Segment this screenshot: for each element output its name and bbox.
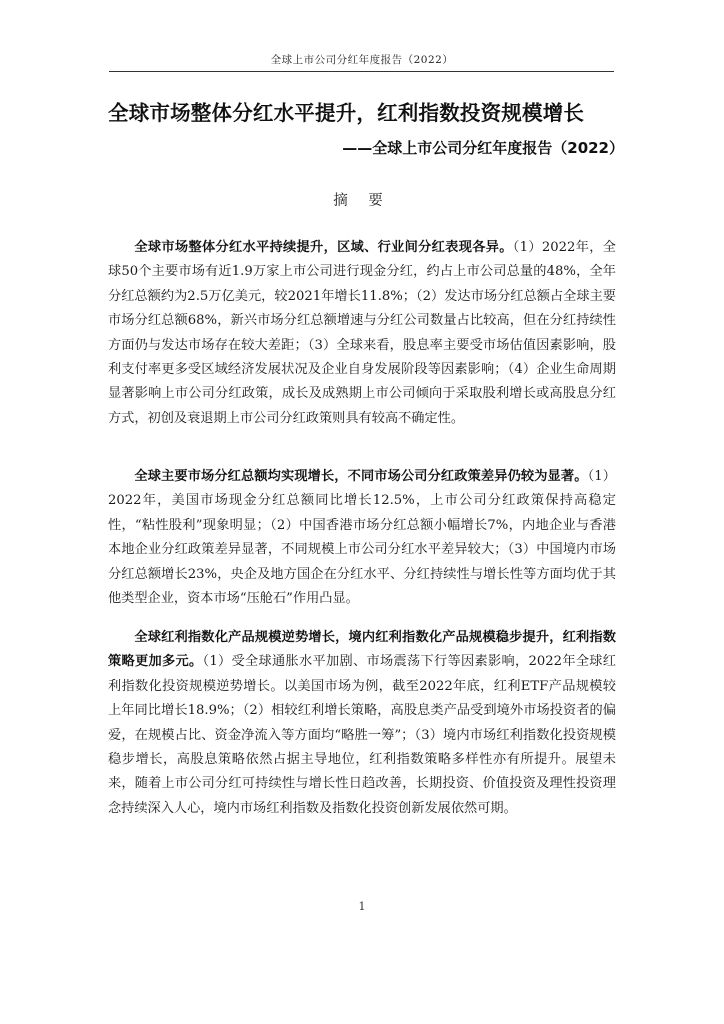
paragraph-lead: 全球主要市场分红总额均实现增长，不同市场公司分红政策差异仍较为显著。 <box>134 469 588 484</box>
abstract-paragraph <box>108 236 616 431</box>
paragraph-lead: 全球红利指数化产品规模逆势增长，境内红利指数化产品规模稳步提升，红利指数策略更加多元。 <box>108 630 616 670</box>
document-subtitle: ——全球上市公司分红年度报告（2022） <box>342 139 624 157</box>
paragraph-body: （1）2022年，全球50个主要市场有近1.9万家上市公司进行现金分红，约占上市公司总量的48%，全年分红总额约为2.5万亿美元，较2021年增长11.8%；（2）发达市场分红总额占全球主要市场分红总额68%，新兴市场分红总额增速与分红公司数量占比较高，但在分红持续性方面仍与发达市场存在较大差距；（3）全球来看，股息率主要受市场估值因素影响，股利支付率更多受区域经济发展状况及企业自身发展阶段等因素影响；（4）企业生命周期显著影响上市公司分红政策，成长及成熟期上市公司倾向于采取股利增长或高股息分红方式，初创及衰退期上市公司分红政策则具有较高不确定性。 <box>108 240 616 426</box>
page-number: 1 <box>358 900 366 913</box>
header-divider <box>109 71 614 72</box>
paragraph-lead: 全球市场整体分红水平持续提升，区域、行业间分红表现各异。 <box>134 240 513 255</box>
document-title: 全球市场整体分红水平提升，红利指数投资规模增长 <box>108 101 585 125</box>
abstract-paragraph <box>108 626 616 821</box>
paragraph-body: （1）2022年，美国市场现金分红总额同比增长12.5%，上市公司分红政策保持高稳定性，“粘性股利”现象明显；（2）中国香港市场分红总额小幅增长7%，内地企业与香港本地企业分红政策差异显著，不同规模上市公司分红水平差异较大；（3）中国境内市场分红总额增长23%，央企及地方国企在分红水平、分红持续性与增长性等方面均优于其他类型企业，资本市场“压舱石”作用凸显。 <box>108 469 616 607</box>
running-header: 全球上市公司分红年度报告（2022） <box>270 54 454 66</box>
abstract-heading: 摘 要 <box>333 193 391 209</box>
abstract-paragraph <box>108 465 616 611</box>
paragraph-body: （1）受全球通胀水平加剧、市场震荡下行等因素影响，2022年全球红利指数化投资规模逆势增长。以美国市场为例，截至2022年底，红利ETF产品规模较上年同比增长18.9%；（2）相较红利增长策略，高股息类产品受到境外市场投资者的偏爱，在规模占比、资金净流入等方面均“略胜一筹”；（3）境内市场红利指数化投资规模稳步增长，高股息策略依然占据主导地位，红利指数策略多样性亦有所提升。展望未来，随着上市公司分红可持续性与增长性日趋改善，长期投资、价值投资及理性投资理念持续深入人心，境内市场红利指数及指数化投资创新发展依然可期。 <box>108 654 616 816</box>
